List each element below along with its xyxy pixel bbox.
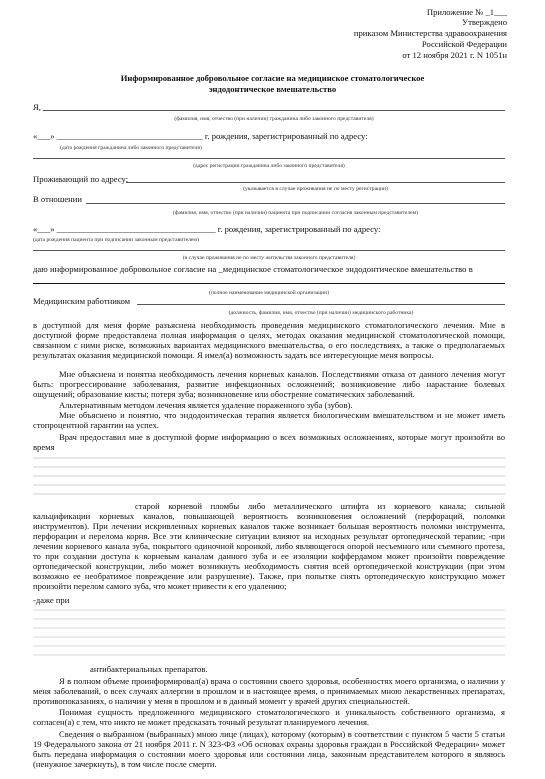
patient-dob-address-line[interactable]: «___» _____________________________________ г. рождения, зарегистрированный по адресу:: [33, 224, 381, 234]
fio-line[interactable]: [43, 110, 505, 111]
paragraph-root-canal-risks: старой корневой пломбы либо металлического штифта из корневого канала; сильной кальцификации корневых каналов, повышающей вероятность возникновения осложнений (перфораций, поломки инструментов). При лечении искривленных корневых каналов также возникает большая вероятность поломки инструмента, перфорации и перелома корня. Все эти клинические ситуации влияют на исходных результат ортопедической терапии; -при лечении корневого канала зуба, покрытого одиночной коронкой, либо являющегося опорой несъемного или съемного протеза, то при создании доступа к корневым каналам данного зуба и ее изоляции коффердамом может произойти повреждение ортопедической конструкции, либо может возникнуть необходимость снятия всей ортопедической конструкции (при этом возможно ее необратимое повреждение или разрушение). Также, при попытке снять ортопедическую конструкцию может произойти перелом самого зуба, что может привести к его удалению;: [33, 501, 505, 591]
paragraph-uniqueness: Понимая сущность предложенного медицинского стоматологического и уникальность собственного организма, я согласен(а) с тем, что никто не может предсказать точный результат планируемого лечения.: [33, 707, 505, 727]
patient-fio-line[interactable]: [86, 203, 505, 204]
faded-text-region: [33, 454, 505, 498]
patient-dob-hint: (дата рождения пациента при подписании законным представителем): [33, 237, 199, 243]
paragraph-antibacterial: антибактериальных препаратов.: [90, 664, 208, 674]
paragraph-even-with: -даже при: [33, 595, 70, 605]
order-line-2: Российской Федерации: [421, 39, 507, 49]
patient-residence-hint: (в случае проживания не по месту жительства законного представителя): [182, 255, 356, 261]
paragraph-alternative: Альтернативным методом лечения является удаление пораженного зуба (зубов).: [59, 400, 353, 410]
paragraph-necessity: Мне объяснена и понятна необходимость лечения корневых каналов. Последствиями отказа от данного лечения могут быть: прогрессирование заболевания, развитие инфекционных осложнений; возникновение либо нарастание болевых ощущений; образование кисты; потеря зуба; возникновение или обострение соматических заболеваний.: [33, 369, 505, 399]
worker-hint: (должность, фамилия, имя, отчество (при наличии) медицинского работника): [228, 310, 414, 316]
order-line-1: приказом Министерства здравоохранения: [353, 28, 507, 38]
residence-label: Проживающий по адресу:: [33, 174, 129, 184]
order-date: от 12 ноября 2021 г. N 1051н: [402, 50, 507, 60]
dob-hint: (дата рождения гражданина либо законного представителя): [60, 145, 202, 151]
consent-statement: даю информированное добровольное согласие на _медицинское стоматологическое эндодонтическое вмешательство в: [33, 264, 473, 274]
paragraph-guarantee: Мне объяснено и понятно, что эндодонтическая терапия является биологическим вмешательством и не может иметь стопроцентной гарантии на успех.: [33, 410, 505, 430]
patient-address-line[interactable]: [33, 250, 505, 251]
paragraph-trusted-persons: Сведения о выбранном (выбранных) мною лице (лицах), которому (которым) в соответствии с пунктом 5 части 5 статьи 19 Федерального закона от 21 ноября 2011 г. N 323-ФЗ «Об основах охраны здоровья граждан в Российской Федерации» может быть передана информация о состоянии моего здоровья или состоянии лица, законным представителем которого я являюсь (ненужное зачеркнуть), в том числе после смерти.: [33, 729, 505, 769]
worker-label: Медицинским работником: [33, 296, 131, 306]
document-title-line-2: эндодонтическое вмешательство: [208, 84, 337, 94]
paragraph-complications: Врач предоставил мне в доступной форме информацию о всех возможных осложнениях, которые могут произойти во время: [33, 432, 505, 452]
i-label: Я,: [33, 102, 41, 112]
reg-address-line[interactable]: [33, 158, 505, 159]
org-line[interactable]: [33, 283, 505, 284]
org-hint: (полное наименование медицинской организации): [208, 290, 330, 296]
approved-label: Утверждено: [462, 17, 507, 27]
residence-hint: (указывается в случае проживания не по месту регистрации): [243, 186, 388, 192]
patient-fio-hint: (фамилия, имя, отчество (при наличии) пациента при подписании согласия законным представителем): [172, 210, 419, 216]
document-title-line-1: Информированное добровольное согласие на медицинское стоматологическое: [120, 73, 425, 83]
regarding-label: В отношении: [33, 194, 82, 204]
faded-text-region-2: [33, 606, 505, 660]
paragraph-explanation: в доступной для меня форме разъяснена необходимость проведения медицинского стоматологического лечения. Мне в доступной форме предоставлена полная информация о целях, методах оказания медицинской стоматологической помощи, связанном с ними риске, возможных вариантах медицинского вмешательства, о его последствиях, а также о предполагаемых результатах оказания медицинской помощи. Я имел(а) возможность задать все интересующие меня вопросы.: [33, 320, 505, 360]
paragraph-health-disclosure: Я в полном объеме проинформировал(а) врача о состоянии своего здоровья, особенностях моего организма, о наличии у меня заболеваний, о всех случаях аллергии в прошлом и в настоящее время, о принимаемых мною лекарственных препаратах, противопоказаниях, о наличии у меня в прошлом и в данный момент у врачей других специальностей.: [33, 676, 505, 706]
reg-address-hint: (адрес регистрации гражданина либо законного представителя): [193, 163, 345, 169]
worker-line[interactable]: [137, 304, 505, 305]
fio-hint: (фамилия, имя, отчество (при наличии) гражданина либо законного представителя): [174, 116, 374, 122]
residence-line[interactable]: [126, 182, 505, 183]
appendix-number: Приложение № _1___: [426, 7, 507, 17]
dob-address-line[interactable]: «___» __________________________________ г. рождения, зарегистрированный по адресу:: [33, 131, 368, 141]
